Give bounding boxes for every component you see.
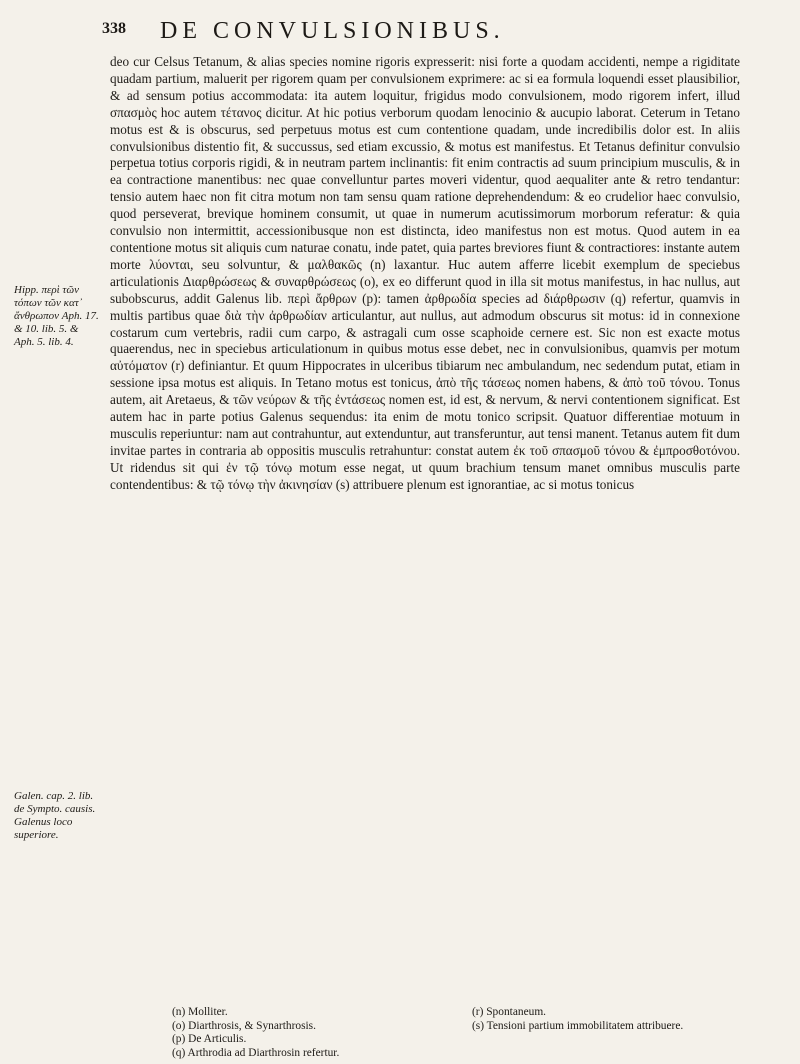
running-title: DE CONVULSIONIBUS. [160,18,505,44]
footnotes [172,1006,732,1060]
footnote-o: (o) Diarthrosis, & Synarthrosis. [172,1019,316,1032]
footnote-s: (s) Tensioni partium immobilitatem attribuere. [472,1019,684,1032]
footnote-p: (p) De Articulis. [172,1033,247,1045]
main-text [110,54,740,494]
footnote-q: (q) Arthrodia ad Diarthrosin refertur. [172,1046,340,1059]
footnotes-right [472,1006,732,1060]
footnotes-left [172,1006,432,1060]
margin-note-galen: Galen. cap. 2. lib. de Sympto. causis. Galenus loco superiore. [14,790,96,841]
page-header [100,18,740,52]
page-number: 338 [102,20,126,37]
margin-note-hippocrates: Hipp. περὶ τῶν τόπων τῶν κατ᾽ ἄνθρωπον Aph. 17. & 10. lib. 5. & Aph. 5. lib. 4. [14,284,99,348]
footnote-n: (n) Molliter. [172,1006,228,1018]
body-paragraph: deo cur Celsus Tetanum, & alias species nomine rigoris expresserit: nisi forte a quodam accidenti, nempe a rigiditate quadam partium, maluerit per rigorem quam per convulsionem exprimere: ac si ea formula loquendi esset plausibilior, & ad sensum potius accommodata: ita autem loquitur, frigidus modo convulsionem, modo rigorem infert, illud σπασμὸς hoc autem τέτανος dicitur. At hic potius verborum quodam lenocinio & aucupio laborat. Ceterum in Tetano motus est & is obscurus, sed perpetuus motus est cum contentione quadam, unde incredibilis dolor est. In aliis convulsionibus distentio fit, & succussus, sed etiam excussio, & motus est manifestus. Et Tetanus definitur convulsio perpetua totius corporis rigidi, & in neutram partem inclinantis: fit enim contractis ad suum principium musculis, & in ea contractione manentibus: nec quae convelluntur partes moveri videntur, quod aequaliter ante & retro tendantur: tensio autem haec non fit citra motum non tam sensu quam ratione deprehendendum: & eo crudelior haec convulsio, quod perseverat, brevique hominem consumit, ut quae in numerum acutissimorum morborum referatur: & quia convulsio non intermittit, accessionibusque non est distincta, ideo manifestus non est motus. Quod autem in ea contentione motus sit aliquis cum naturae conatu, inde patet, quia partes breviores fiunt & contractiores: instante autem morte λύονται, seu solvuntur, & μαλθακῶς (n) laxantur. Huc autem afferre licebit exemplum de speciebus articulationis Διαρθρώσεως & συναρθρώσεως (o), ex eo differunt quod in illa sit motus manifestus, in hac nullus, aut subobscurus, addit Galenus lib. περὶ ἄρθρων (p): tamen ἀρθρωδία species ad διάρθρωσιν (q) refertur, quamvis in multis partibus quae διὰ τὴν ἀρθρωδίαν articulantur, aut nullus, aut admodum obscurus sit motus: id in connexione costarum cum vertebris, radii cum carpo, & astragali cum osse scaphoide cernere est. Sic non est exacte motus quaerendus, nec in speciebus articulationum in quibus motus esse debet, nec in convulsionibus, quamvis per motum αὐτόματον (r) definiantur. Et quum Hippocrates in ulceribus tibiarum nec ambulandum, nec sedendum putat, etiam in sessione ipsa motus est aliquis. In Tetano motus est tonicus, ἀπὸ τῆς τάσεως nomen habens, & ἀπὸ τοῦ τόνου. Tonus autem, ait Aretaeus, & τῶν νεύρων & τῆς ἐντάσεως nomen est, id est, & nervum, & nervi contentionem significat. Est autem hac in parte potius Galenus sequendus: ita enim de motu tonico scripsit. Quatuor differentiae motuum in musculis reperiuntur: nam aut contrahuntur, aut extenduntur, aut transferuntur, aut tensi manent. Tetanus autem fit dum invitae partes in contraria ab oppositis musculis retrahuntur: constat autem ἐκ τοῦ σπασμοῦ τόνου & ἐμπροσθοτόνου. Ut ridendus sit qui ἐν τῷ τόνῳ motum esse negat, ut quum brachium tensum manet omnibus musculis parte contendentibus: & τῷ τόνῳ τὴν ἀκινησίαν (s) attribuere plenum est ignorantiae, ac si motus tonicus [110,54,740,492]
footnote-r: (r) Spontaneum. [472,1006,547,1018]
